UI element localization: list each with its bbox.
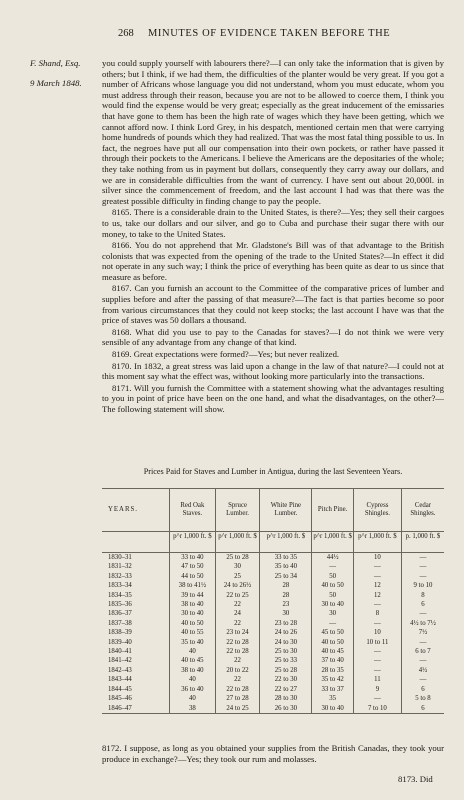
price-cell: 24 to 30: [260, 638, 312, 647]
price-cell: 28: [260, 591, 312, 600]
price-cell: 26 to 30: [260, 704, 312, 714]
table-row: [102, 656, 444, 665]
price-cell: 35 to 40: [170, 638, 216, 647]
price-cell: 7½: [401, 628, 444, 637]
price-cell: 40 to 50: [312, 638, 354, 647]
year-cell: 1831–32: [108, 563, 132, 571]
price-cell: 23 to 24: [215, 628, 260, 637]
price-cell: —: [401, 609, 444, 618]
price-cell: 24 to 25: [215, 704, 260, 714]
price-cell: —: [401, 638, 444, 647]
price-cell: 50: [312, 591, 354, 600]
year-cell: 1834–35: [108, 591, 132, 599]
column-header: Cedar Shingles.: [401, 489, 444, 532]
column-header: Pitch Pine.: [312, 489, 354, 532]
year-cell: 1842–43: [108, 666, 132, 674]
price-cell: 22: [215, 619, 260, 628]
price-cell: 25 to 34: [260, 572, 312, 581]
year-cell: 1837–38: [108, 619, 132, 627]
price-cell: 25: [215, 572, 260, 581]
price-cell: 6: [401, 600, 444, 609]
price-cell: 44 to 50: [170, 572, 216, 581]
paragraph: 8169. Great expectations were formed?—Yes; but never realized.: [112, 349, 340, 360]
price-cell: 40 to 50: [312, 581, 354, 590]
price-cell: 30: [312, 609, 354, 618]
price-cell: 30: [215, 562, 260, 571]
price-cell: 4½: [401, 666, 444, 675]
year-cell: 1841–42: [108, 657, 132, 665]
price-cell: 37 to 40: [312, 656, 354, 665]
paragraph: you could supply yourself with labourers there?—I can only take the information that is given by others; but I think, if we had them, the difficulties of the planter would be very great. If you got a number of Africans whose language you did not understand, whom you must educate, whom you must address through their reason, because you are not to be allowed to coerce them, I think you would find the expense would be very great; especially as the great inducement of the emissaries that have gone to them has been the high rate of wages which they have been getting, which we cannot afford now. I think Lord Grey, in his despatch, mentioned certain men that were carrying home hundreds of pounds which they had realized. That was the most fatal thing possible to us. In fact, the negroes have put all our compensation into their own pockets, or rather have passed it through their pockets to the Americans. I believe the Americans are the depositaries of the whole; they take nothing from us in payment but dollars, consequently they carry away our dollars, and we are in considerable difficulties from the want of currency. I have sent out about 20,000l. in silver since the commencement of freedom, and the last account I had was that there was the greatest possible difficulty in finding change to pay the people.: [102, 58, 444, 206]
paragraph: 8167. Can you furnish an account to the Committee of the comparative prices of lumber and supplies before and after the passing of that measure?—The fact is that parties become so poor from various circumstances that they could not keep stocks; the last account I have was that the price of staves was 50 dollars a thousand.: [102, 283, 444, 326]
price-cell: —: [353, 647, 401, 656]
catchword: 8173. Did: [398, 774, 433, 784]
price-cell: —: [353, 694, 401, 703]
page-number: 268: [118, 28, 134, 39]
body-text: [102, 58, 444, 416]
price-cell: 22 to 25: [215, 591, 260, 600]
table-row: [102, 685, 444, 694]
table-row: [102, 628, 444, 637]
column-header: YEARS.: [102, 489, 170, 532]
price-cell: —: [312, 619, 354, 628]
price-cell: 24 to 26½: [215, 581, 260, 590]
unit-cell: p^r 1,000 ft. $: [170, 532, 216, 553]
price-cell: 22: [215, 600, 260, 609]
price-cell: 39 to 44: [170, 591, 216, 600]
table-row: [102, 562, 444, 571]
price-cell: 30 to 40: [312, 704, 354, 714]
price-cell: 6: [401, 704, 444, 714]
price-cell: 50: [312, 572, 354, 581]
price-cell: —: [401, 553, 444, 563]
price-cell: 28 to 30: [260, 694, 312, 703]
table-row: [102, 609, 444, 618]
price-cell: 22 to 27: [260, 685, 312, 694]
price-cell: 28: [260, 581, 312, 590]
year-cell: 1840–41: [108, 648, 132, 656]
price-cell: 22 to 30: [260, 675, 312, 684]
price-cell: 23: [260, 600, 312, 609]
year-cell: 1833–34: [108, 582, 132, 590]
column-header: Spruce Lumber.: [215, 489, 260, 532]
paragraph: 8171. Will you furnish the Committee with a statement showing what the advantages resulting to you in point of price have been on the one hand, and what the disadvantages, on the other?—The following statement will show.: [102, 382, 444, 414]
price-cell: 5 to 8: [401, 694, 444, 703]
price-cell: —: [353, 562, 401, 571]
price-cell: 40 to 55: [170, 628, 216, 637]
price-cell: 38 to 41½: [170, 581, 216, 590]
table-caption: Prices Paid for Staves and Lumber in Antigua, during the last Seventeen Years.: [143, 467, 403, 476]
price-cell: 7 to 10: [353, 704, 401, 714]
unit-cell: p^r 1,000 ft. $: [312, 532, 354, 553]
table-row: [102, 694, 444, 703]
price-cell: 22 to 28: [215, 638, 260, 647]
price-cell: 40 to 50: [170, 619, 216, 628]
table-header-row: [102, 489, 444, 532]
price-cell: 12: [353, 581, 401, 590]
price-cell: 33 to 35: [260, 553, 312, 563]
price-cell: 38 to 40: [170, 666, 216, 675]
year-cell: 1844–45: [108, 685, 132, 693]
price-cell: 47 to 50: [170, 562, 216, 571]
price-cell: 11: [353, 675, 401, 684]
unit-cell: p^r 1,000 ft. $: [215, 532, 260, 553]
running-title: MINUTES OF EVIDENCE TAKEN BEFORE THE: [148, 28, 391, 39]
price-cell: 22: [215, 656, 260, 665]
price-cell: 24: [215, 609, 260, 618]
paragraph: 8172. I suppose, as long as you obtained your supplies from the British Canadas, they took your produce in exchange?—Yes; they took our rum and molasses.: [102, 743, 444, 764]
price-cell: 25 to 28: [215, 553, 260, 563]
year-cell: 1832–33: [108, 572, 132, 580]
price-cell: 33 to 37: [312, 685, 354, 694]
paragraph: 8168. What did you use to pay to the Canadas for staves?—I do not think we were very sensible of any advantage from any change of that kind.: [102, 326, 444, 348]
table-row: [102, 591, 444, 600]
price-cell: 23 to 28: [260, 619, 312, 628]
table-row: [102, 553, 444, 563]
year-cell: 1838–39: [108, 629, 132, 637]
table-row: [102, 666, 444, 675]
price-cell: —: [401, 656, 444, 665]
price-cell: 10 to 11: [353, 638, 401, 647]
price-cell: 22: [215, 675, 260, 684]
table-units-row: [102, 532, 444, 553]
table-row: [102, 619, 444, 628]
price-cell: 30 to 40: [170, 609, 216, 618]
year-cell: 1843–44: [108, 676, 132, 684]
margin-witness: F. Shand, Esq.: [30, 58, 81, 68]
price-cell: 40 to 45: [312, 647, 354, 656]
paragraph: 8166. You do not apprehend that Mr. Gladstone's Bill was of that advantage to the British colonists that was expected from the opening of the trade to the United States?—In effect it did not operate in any such way; I think the price of everything has been quite as dear to us since that measure as before.: [102, 240, 444, 282]
price-cell: 30: [260, 609, 312, 618]
price-cell: —: [312, 562, 354, 571]
table-row: [102, 704, 444, 714]
price-cell: —: [353, 619, 401, 628]
price-cell: 27 to 28: [215, 694, 260, 703]
price-cell: 25 to 28: [260, 666, 312, 675]
price-cell: 10: [353, 628, 401, 637]
unit-cell: p^r 1,000 ft. $: [353, 532, 401, 553]
price-cell: 40 to 45: [170, 656, 216, 665]
price-cell: 22 to 28: [215, 647, 260, 656]
unit-cell: [102, 532, 170, 553]
price-cell: 24 to 26: [260, 628, 312, 637]
price-cell: —: [353, 572, 401, 581]
year-cell: 1830–31: [108, 554, 132, 561]
price-cell: 25 to 30: [260, 647, 312, 656]
price-cell: 20 to 22: [215, 666, 260, 675]
price-cell: 6: [401, 685, 444, 694]
price-cell: 6 to 7: [401, 647, 444, 656]
price-cell: —: [353, 656, 401, 665]
price-cell: —: [401, 562, 444, 571]
year-cell: 1836–37: [108, 610, 132, 618]
price-cell: 38: [170, 704, 216, 714]
price-cell: 22 to 28: [215, 685, 260, 694]
price-cell: 8: [353, 609, 401, 618]
margin-date: 9 March 1848.: [30, 78, 82, 88]
price-cell: 9 to 10: [401, 581, 444, 590]
price-cell: 25 to 33: [260, 656, 312, 665]
column-header: White Pine Lumber.: [260, 489, 312, 532]
year-cell: 1846–47: [102, 704, 170, 714]
paragraph: 8170. In 1832, a great stress was laid upon a change in the law of that nature?—I could not at this moment say what the effect was, without looking more particularly into the transactions.: [102, 360, 444, 382]
price-cell: 36 to 40: [170, 685, 216, 694]
price-cell: 9: [353, 685, 401, 694]
price-cell: 8: [401, 591, 444, 600]
column-header: Red Oak Staves.: [170, 489, 216, 532]
price-cell: —: [401, 675, 444, 684]
price-cell: 40: [170, 694, 216, 703]
year-cell: 1839–40: [108, 638, 132, 646]
unit-cell: p. 1,000 ft. $: [401, 532, 444, 553]
price-cell: 38 to 40: [170, 600, 216, 609]
price-cell: 35: [312, 694, 354, 703]
price-cell: 40: [170, 675, 216, 684]
paragraph: 8165. There is a considerable drain to the United States, is there?—Yes; they sell their cargoes to us, take our dollars and our silver, and go to Cuba and purchase their sugar there with our money, to take to the United States.: [102, 207, 444, 239]
year-cell: 1845–46: [108, 695, 132, 703]
price-cell: 33 to 40: [170, 553, 216, 563]
unit-cell: p^r 1,000 ft. $: [260, 532, 312, 553]
table-row: [102, 638, 444, 647]
table-row: [102, 581, 444, 590]
price-cell: 40: [170, 647, 216, 656]
year-cell: 1835–36: [108, 601, 132, 609]
price-cell: —: [353, 600, 401, 609]
price-cell: —: [353, 666, 401, 675]
price-cell: 45 to 50: [312, 628, 354, 637]
price-cell: 12: [353, 591, 401, 600]
price-cell: 35 to 40: [260, 562, 312, 571]
running-header: [0, 28, 464, 42]
column-header: Cypress Shingles.: [353, 489, 401, 532]
price-cell: —: [401, 572, 444, 581]
table-row: [102, 572, 444, 581]
price-cell: 30 to 40: [312, 600, 354, 609]
table-row: [102, 600, 444, 609]
price-cell: 35 to 42: [312, 675, 354, 684]
price-cell: 44½: [312, 553, 354, 563]
prices-table: [102, 488, 444, 714]
table-row: [102, 647, 444, 656]
price-cell: 28 to 35: [312, 666, 354, 675]
table-row: [102, 675, 444, 684]
price-cell: 10: [353, 553, 401, 563]
price-cell: 4½ to 7½: [401, 619, 444, 628]
